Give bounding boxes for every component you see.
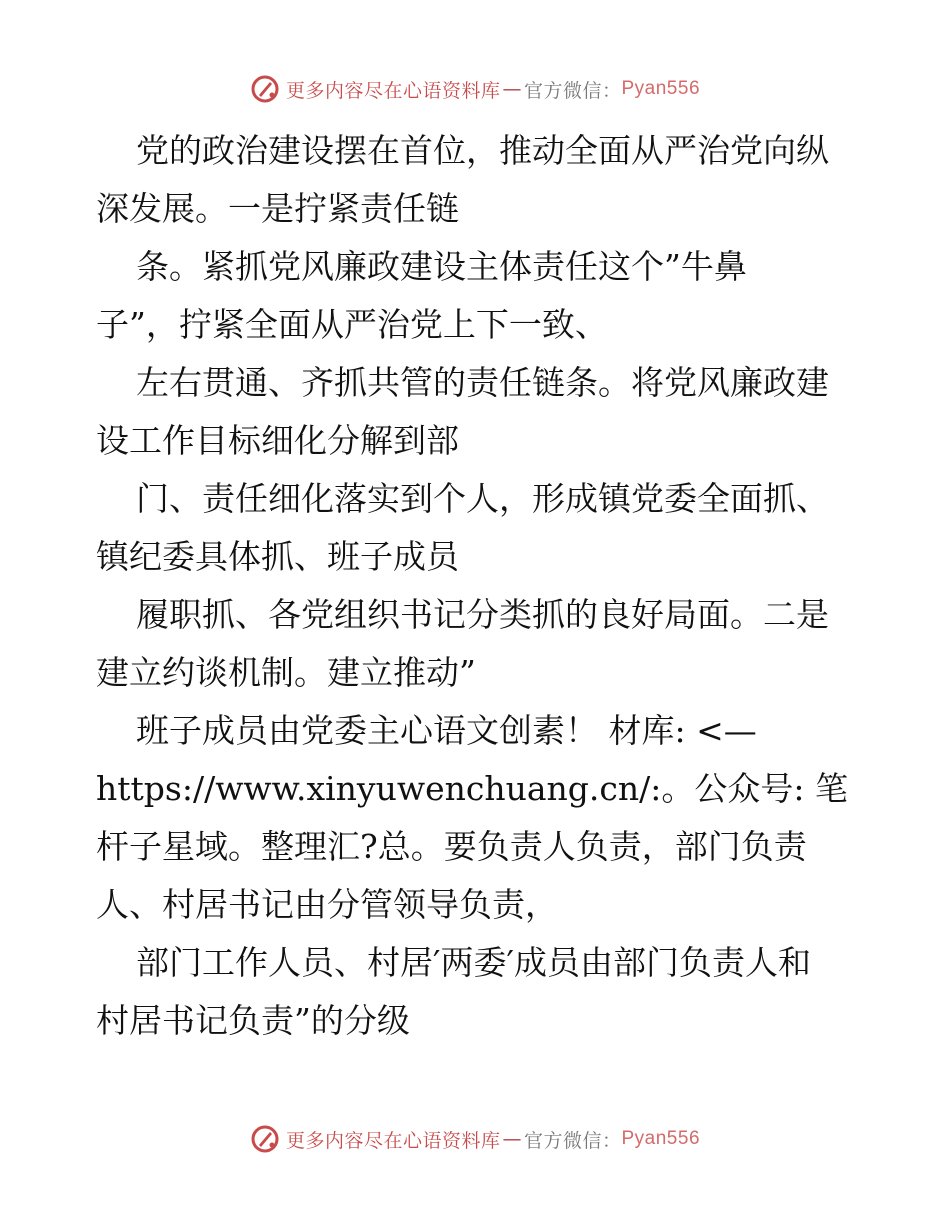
text-line: 村居书记负责”的分级 [96, 1001, 410, 1040]
header-banner [0, 74, 950, 104]
banner-text: 更多内容尽在心语资料库 [285, 1129, 501, 1152]
document-body [96, 122, 876, 1050]
banner-separator: — [502, 78, 522, 100]
text-line: 设工作目标细化分解到部 [96, 421, 459, 460]
paragraph-4 [96, 470, 876, 586]
paragraph-5 [96, 586, 876, 702]
banner-handle: Pyan556 [621, 78, 701, 99]
text-line: 深发展。一是拧紧责任链 [96, 189, 459, 228]
banner-wechat-label: 官方微信： [523, 79, 622, 102]
banner-handle: Pyan556 [621, 1128, 701, 1149]
text-line: https://www.xinyuwenchuang.cn/:。公众号: 笔 [96, 769, 848, 808]
banner-wechat-label: 官方微信： [523, 1129, 622, 1152]
text-line: 门、责任细化落实到个人，形成镇党委全面抓、 [136, 479, 829, 518]
text-line: 子”，拧紧全面从严治党上下一致、 [96, 305, 608, 344]
text-line: 建立约谈机制。建立推动” [96, 653, 476, 692]
paragraph-1 [96, 122, 876, 238]
paragraph-3 [96, 354, 876, 470]
text-line: 杆子星域。整理汇?总。要负责人负责，部门负责 [96, 827, 807, 866]
paragraph-6 [96, 702, 876, 934]
text-line: 镇纪委具体抓、班子成员 [96, 537, 459, 576]
quill-emblem-icon [250, 1124, 280, 1154]
quill-emblem-icon [250, 74, 280, 104]
text-line: 班子成员由党委主心语文创素！ 材库: <— [136, 711, 757, 750]
paragraph-2 [96, 238, 876, 354]
text-line: 部门工作人员、村居′两委′成员由部门负责人和 [136, 943, 811, 982]
text-line: 人、村居书记由分管领导负责， [96, 885, 558, 924]
text-line: 条。紧抓党风廉政建设主体责任这个”牛鼻 [136, 247, 747, 286]
text-line: 左右贯通、齐抓共管的责任链条。将党风廉政建 [136, 363, 829, 402]
paragraph-7 [96, 934, 876, 1050]
banner-text: 更多内容尽在心语资料库 [285, 79, 501, 102]
banner-separator: — [502, 1128, 522, 1150]
footer-banner [0, 1124, 950, 1154]
text-line: 党的政治建设摆在首位，推动全面从严治党向纵 [136, 131, 829, 170]
text-line: 履职抓、各党组织书记分类抓的良好局面。二是 [136, 595, 829, 634]
